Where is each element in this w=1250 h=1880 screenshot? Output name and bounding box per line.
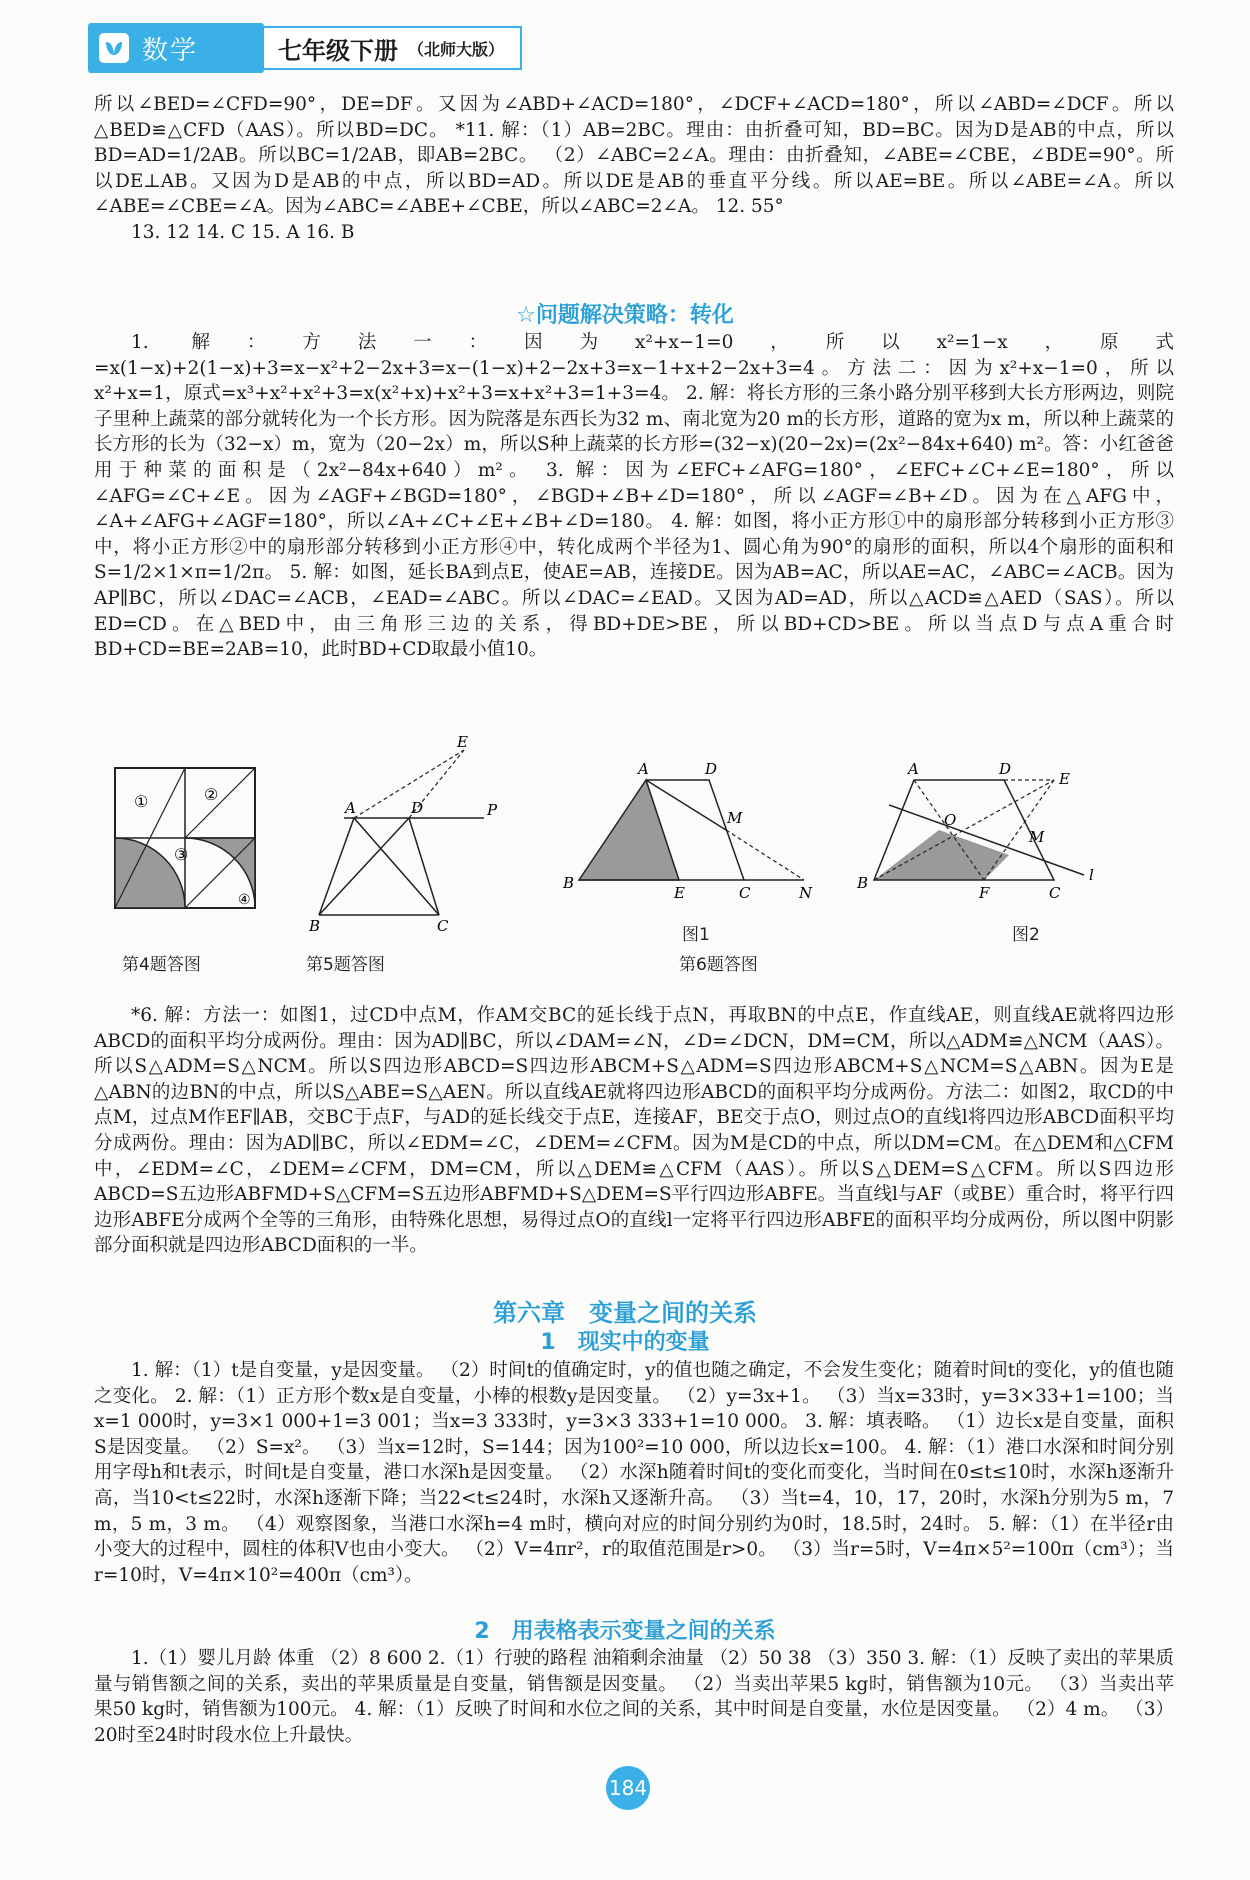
grade-label: 七年级下册 (278, 36, 398, 65)
fig5-label: A (345, 799, 356, 817)
paragraph: 所以∠BED=∠CFD=90°，DE=DF。又因为∠ABD+∠ACD=180°，∠DCF+∠ACD=180°，所以∠ABD=∠DCF。所以△BED≌△CFD（AAS）。所以BD=DC。 *11. 解：（1）AB=2BC。理由：由折叠可知，BD=BC。因为D是AB的中点，所以BD=AD=1/2AB。所以BC=1/2AB，即AB=2BC。 （2）∠ABC=2∠A。理由：由折叠知，∠ABE=∠CBE，∠BDE=90°。所以DE⊥AB。又因为D是AB的中点，所以BD=AD。所以DE是AB的垂直平分线。所以AE=BE。所以∠ABE=∠A。所以∠ABE=∠CBE=∠A。因为∠ABC=∠ABE+∠CBE，所以∠ABC=2∠A。 12. 55° (94, 94, 1174, 218)
paragraph: 1. 解：（1）t是自变量，y是因变量。 （2）时间t的值确定时，y的值也随之确定，不会发生变化；随着时间t的变化，y的值也随之变化。 2. 解：（1）正方形个数x是自变量，小棒的根数y是因变量。 （2）y=3x+1。 （3）当x=33时，y=3×33+1=100；当x=1 000时，y=3×1 000+1=3 001；当x=3 333时，y=3×3 333+1=10 000。 3. 解：填表略。 （1）边长x是自变量，面积S是因变量。 （2）S=x²。 （3）当x=12时，S=144；因为100²=10 000，所以边长x=100。 4. 解：（1）港口水深和时间分别用字母h和t表示，时间t是自变量，港口水深h是因变量。 （2）水深h随着时间t的变化而变化，当时间在0≤t≤10时，水深h逐渐升高，当10<t≤22时，水深h逐渐下降；当22<t≤24时，水深h又逐渐升高。 （3）当t=4，10，17，20时，水深h分别为5 m，7 m，5 m，3 m。 （4）观察图象，当港口水深h=4 m时，横向对应的时间分别约为0时，18.5时，24时。 5. 解：（1）在半径r由小变大的过程中，圆柱的体积V也由小变大。 （2）V=4πr²，r的取值范围是r>0。 （3）当r=5时，V=4π×5²=100π（cm³）；当r=10时，V=4π×10²=400π（cm³）。 (94, 1360, 1174, 1586)
figure-4 (112, 765, 272, 935)
paragraph: 13. 12 14. C 15. A 16. B (131, 221, 355, 243)
fig62-label: E (1059, 770, 1070, 788)
fig61-label: E (674, 884, 685, 902)
fig62-label: l (1089, 866, 1094, 884)
fig5-label: P (487, 801, 498, 819)
fig61-label: N (799, 884, 813, 902)
fig4-label: ④ (238, 892, 251, 908)
answer-block-4 (94, 1358, 1174, 1588)
chapter-title: 第六章 变量之间的关系 (493, 1299, 757, 1327)
figure-6-1 (559, 750, 819, 920)
edition-label: （北师大版） (408, 39, 505, 59)
figure-5-caption: 第5题答图 (306, 955, 385, 975)
fig61-label: B (563, 874, 575, 892)
fig61-label: C (739, 884, 751, 902)
fig4-label: ③ (174, 845, 189, 864)
fig4-label: ① (134, 792, 149, 811)
figure-6-2 (849, 750, 1149, 930)
figure-6-caption: 第6题答图 (679, 955, 758, 975)
figure-6-2-caption: 图2 (1012, 925, 1040, 945)
paragraph: 1.（1）婴儿月龄 体重 （2）8 600 2.（1）行驶的路程 油箱剩余油量 （2）50 38 （3）350 3. 解：（1）反映了卖出的苹果质量与销售额之间的关系，卖出的苹果质量是自变量，销售额是因变量。 （2）当卖出苹果5 kg时，销售额为10元。 （3）当卖出苹果50 kg时，销售额为100元。 4. 解：（1）反映了时间和水位之间的关系，其中时间是自变量，水位是因变量。 （2）4 m。 （3）20时至24时时段水位上升最快。 (94, 1648, 1174, 1746)
page-header (88, 22, 522, 74)
answer-block-3 (94, 1003, 1174, 1259)
paragraph: 1. 解：方法一：因为x²+x−1=0，所以x²=1−x，原式=x(1−x)+2(1−x)+3=x−x²+2−2x+3=x−(1−x)+2−2x+3=x−1+x+2−2x+3=4。方法二：因为x²+x−1=0，所以x²+x=1，原式=x³+x²+x²+3=x(x²+x)+x²+3=x+x²+3=1+3=4。 2. 解：将长方形的三条小路分别平移到大长方形两边，则院子里种上蔬菜的部分就转化为一个长方形。因为院落是东西长为32 m、南北宽为20 m的长方形，道路的宽为x m，所以种上蔬菜的长方形的长为（32−x）m，宽为（20−2x）m，所以S种上蔬菜的长方形=(32−x)(20−2x)=(2x²−84x+640) m²。答：小红爸爸用于种菜的面积是（2x²−84x+640）m²。 3. 解：因为∠EFC+∠AFG=180°，∠EFC+∠C+∠E=180°，所以∠AFG=∠C+∠E。因为∠AGF+∠BGD=180°，∠BGD+∠B+∠D=180°，所以∠AGF=∠B+∠D。因为在△AFG中，∠A+∠AFG+∠AGF=180°，所以∠A+∠C+∠E+∠B+∠D=180。 4. 解：如图，将小正方形①中的扇形部分转移到小正方形③中，将小正方形②中的扇形部分转移到小正方形④中，转化成两个半径为1、圆心角为90°的扇形的面积，所以4个扇形的面积和S=1/2×1×π=1/2π。 5. 解：如图，延长BA到点E，使AE=AB，连接DE。因为AB=AC，所以AE=AC，∠ABC=∠ACB。因为AP∥BC，所以∠DAC=∠ACB，∠EAD=∠ABC。所以∠DAC=∠EAD。又因为AD=AD，所以△ACD≌△AED（SAS）。所以ED=CD。在△BED中，由三角形三边的关系，得BD+DE>BE，所以BD+CD>BE。所以当点D与点A重合时BD+CD=BE=2AB=10，此时BD+CD取最小值10。 (94, 332, 1174, 661)
fig61-label: M (727, 809, 743, 827)
subject-label: 数学 (142, 35, 199, 66)
answer-block-1 (94, 92, 1174, 246)
fig4-label: ② (204, 785, 219, 804)
fig5-label: E (457, 735, 468, 751)
figure-row (94, 735, 1184, 985)
paragraph: *6. 解：方法一：如图1，过CD中点M，作AM交BC的延长线于点N，再取BN的中点E，作直线AE，则直线AE就将四边形ABCD的面积平均分成两份。理由：因为AD∥BC，所以∠DAM=∠N，∠D=∠DCN，DM=CM，所以△ADM≌△NCM（AAS）。所以S△ADM=S△NCM。所以S四边形ABCD=S四边形ABCM+S△ADM=S四边形ABCM+S△NCM=S△ABN。因为E是△ABN的边BN的中点，所以S△ABE=S△AEN。所以直线AE就将四边形ABCD的面积平均分成两份。方法二：如图2，取CD的中点M，过点M作EF∥AB，交BC于点F，与AD的延长线交于点E，连接AF，BE交于点O，则过点O的直线l将四边形ABCD面积平均分成两份。理由：因为AD∥BC，所以∠EDM=∠C，∠DEM=∠CFM。因为M是CD的中点，所以DM=CM。在△DEM和△CFM中，∠EDM=∠C，∠DEM=∠CFM，DM=CM，所以△DEM≌△CFM（AAS）。所以S△DEM=S△CFM。所以S四边形ABCD=S五边形ABFMD+S△CFM=S五边形ABFMD+S△DEM=S平行四边形ABFE。当直线l与AF（或BE）重合时，将平行四边形ABFE分成两个全等的三角形，由特殊化思想，易得过点O的直线l一定将平行四边形ABFE的面积平均分成两份，所以图中阴影部分面积就是四边形ABCD面积的一半。 (94, 1005, 1174, 1257)
fig62-label: B (857, 874, 869, 892)
fig62-label: M (1029, 828, 1045, 846)
figure-5 (309, 735, 509, 935)
fig62-label: F (979, 884, 990, 902)
fig61-label: A (638, 760, 649, 778)
answer-block-5 (94, 1646, 1174, 1748)
grade-banner (264, 26, 522, 70)
fig62-label: A (908, 760, 919, 778)
fig62-label: O (944, 811, 957, 829)
section-title-strategy: ☆问题解决策略：转化 (516, 303, 734, 328)
figure-4-caption: 第4题答图 (122, 955, 201, 975)
fig61-label: D (705, 760, 718, 778)
answer-block-2 (94, 330, 1174, 663)
section-title-real-variables: 1 现实中的变量 (540, 1330, 710, 1355)
book-leaf-icon (98, 32, 130, 64)
fig5-label: B (309, 917, 321, 935)
subject-banner (88, 23, 264, 73)
fig5-label: D (411, 799, 424, 817)
fig62-label: D (999, 760, 1012, 778)
figure-6-1-caption: 图1 (682, 925, 710, 945)
page-number: 184 (606, 1766, 650, 1810)
fig62-label: C (1049, 884, 1061, 902)
section-title-tables: 2 用表格表示变量之间的关系 (474, 1619, 776, 1644)
fig5-label: C (437, 917, 449, 935)
